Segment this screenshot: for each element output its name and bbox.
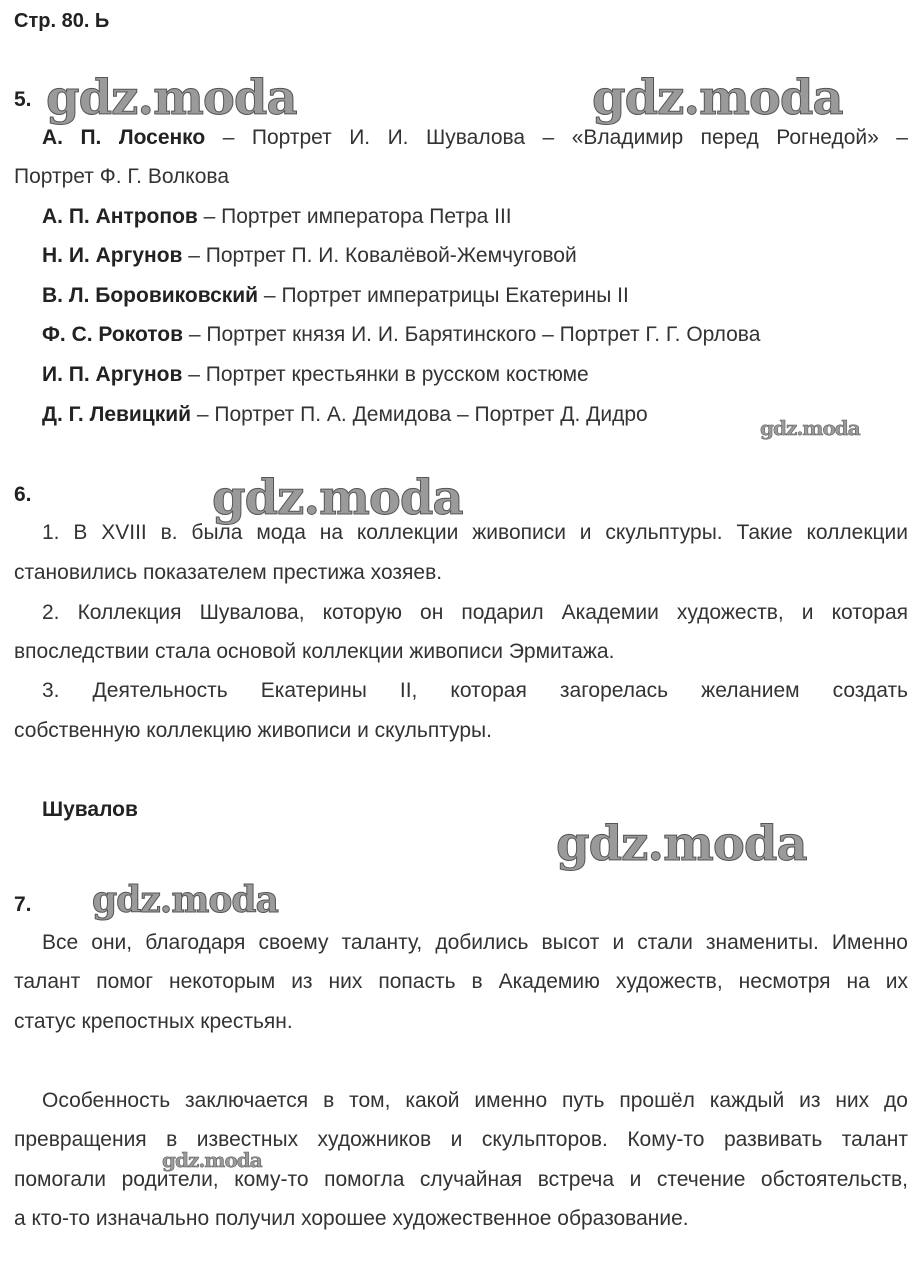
watermark-logo: gdz.moda — [92, 879, 278, 921]
task-5-row — [42, 362, 908, 388]
works-list: – Портрет императора Петра III — [197, 205, 512, 228]
task-7-line: помогали родители, кому-то помогла случайная встреча и стечение обстоятельств, — [14, 1168, 908, 1191]
artist-name: Ф. С. Рокотов — [42, 323, 184, 346]
task-5-row-continuation: Портрет Ф. Г. Волкова — [14, 165, 230, 188]
watermark-logo: gdz.moda — [556, 816, 807, 872]
task-6-answer: Шувалов — [42, 798, 138, 821]
task-5-row — [42, 204, 908, 230]
task-6-line: собственную коллекцию живописи и скульптуры. — [14, 719, 492, 742]
task-7-line: а кто-то изначально получил хорошее художественное образование. — [14, 1207, 689, 1230]
task-7-line: Все они, благодаря своему таланту, добились высот и стали знамениты. Именно — [42, 931, 908, 954]
task-6-line: 1. В XVIII в. была мода на коллекции живописи и скульптуры. Такие коллекции — [42, 521, 908, 544]
watermark-logo: gdz.moda — [212, 470, 463, 526]
task-5-row — [42, 283, 908, 309]
watermark-logo: gdz.moda — [760, 416, 860, 440]
works-list: – Портрет императрицы Екатерины II — [258, 284, 629, 307]
page-header: Стр. 80. Ь — [14, 10, 110, 32]
task-7-line: превращения в известных художников и скульпторов. Кому-то развивать талант — [14, 1128, 908, 1151]
watermark-logo: gdz.moda — [46, 70, 297, 126]
works-list: – Портрет князя И. И. Барятинского – Портрет Г. Г. Орлова — [183, 323, 761, 346]
works-list: – Портрет И. И. Шувалова – «Владимир перед Рогнедой» – — [205, 126, 908, 149]
task-6-line: 3. Деятельность Екатерины II, которая загорелась желанием создать — [42, 679, 908, 702]
watermark-logo: gdz.moda — [592, 70, 843, 126]
task-7-line: талант помог некоторым из них попасть в Академию художеств, несмотря на их — [14, 970, 908, 993]
artist-name: Д. Г. Левицкий — [42, 403, 192, 426]
task-7-number: 7. — [14, 893, 32, 916]
task-5-row — [42, 125, 908, 151]
task-5-row — [42, 322, 908, 348]
works-list: – Портрет П. И. Ковалёвой-Жемчуговой — [182, 244, 577, 267]
artist-name: А. П. Лосенко — [42, 126, 206, 149]
artist-name: Н. И. Аргунов — [42, 244, 183, 267]
task-6-line: становились показателем престижа хозяев. — [14, 561, 443, 584]
task-5-number: 5. — [14, 88, 32, 111]
task-5-row — [42, 243, 908, 269]
artist-name: В. Л. Боровиковский — [42, 284, 259, 307]
task-7-line: Особенность заключается в том, какой именно путь прошёл каждый из них до — [42, 1089, 908, 1112]
task-6-line: 2. Коллекция Шувалова, которую он подарил Академии художеств, и которая — [42, 601, 908, 624]
watermark-logo: gdz.moda — [162, 1148, 262, 1172]
task-7-line: статус крепостных крестьян. — [14, 1010, 293, 1033]
task-6-line: впоследствии стала основой коллекции живописи Эрмитажа. — [14, 640, 615, 663]
task-6-number: 6. — [14, 483, 32, 506]
task-5-row — [42, 402, 908, 428]
artist-name: И. П. Аргунов — [42, 363, 183, 386]
works-list: – Портрет крестьянки в русском костюме — [182, 363, 589, 386]
artist-name: А. П. Антропов — [42, 205, 198, 228]
works-list: – Портрет П. А. Демидова – Портрет Д. Дидро — [191, 403, 648, 426]
